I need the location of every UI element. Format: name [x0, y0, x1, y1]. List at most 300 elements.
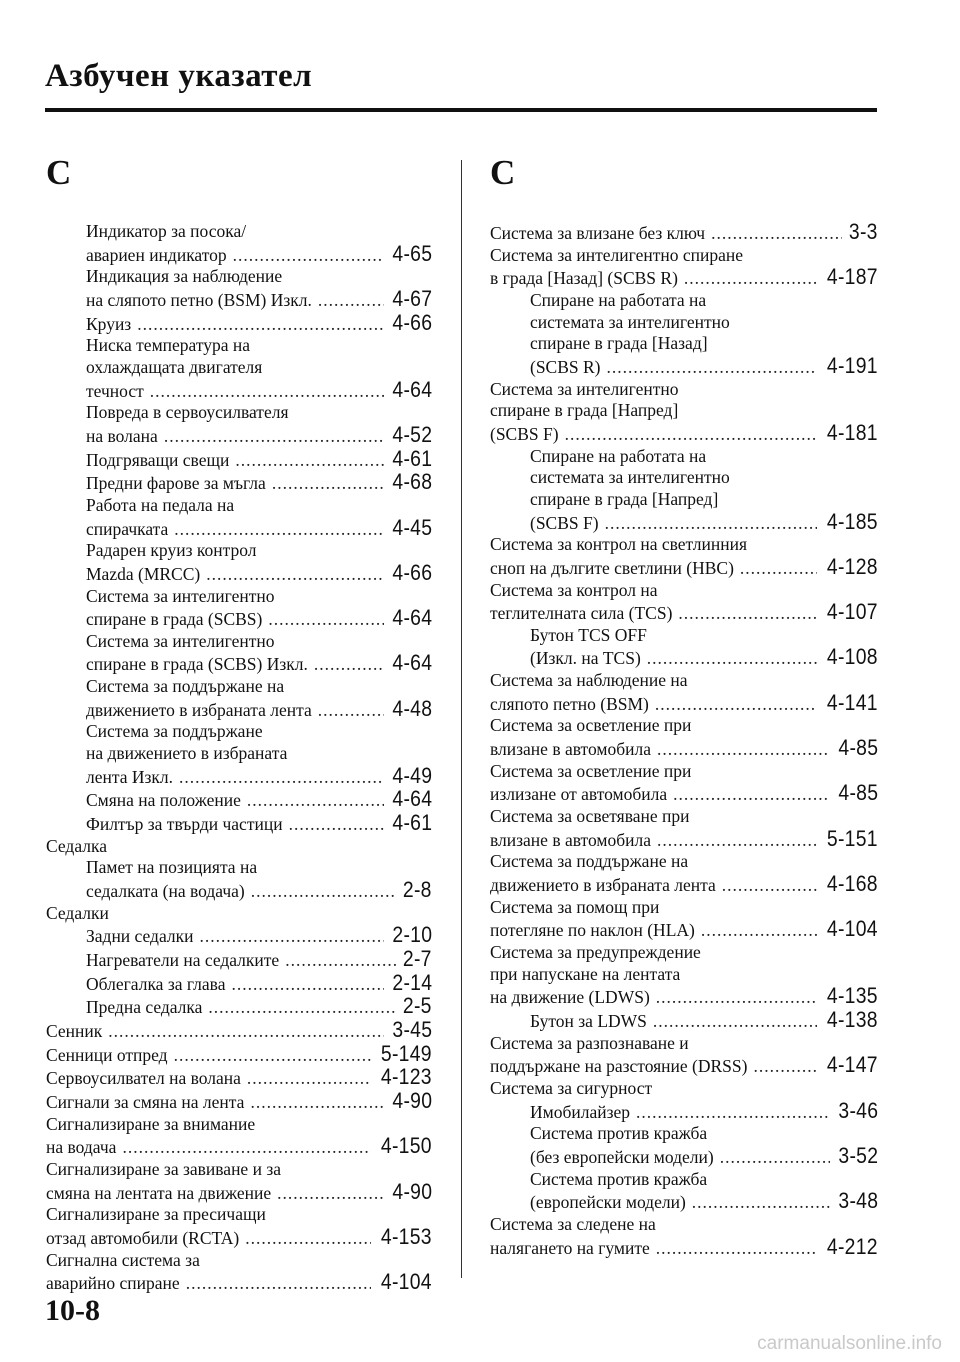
index-entry-text: Система за интелигентно спиране — [490, 244, 743, 265]
index-entry-text: Система за следене на — [490, 1213, 656, 1234]
index-entry — [490, 851, 878, 896]
page-reference: 5-149 — [381, 1040, 432, 1066]
index-entry-text: потегляне по наклон (HLA) — [490, 920, 695, 941]
index-entry-text: спиране в града (SCBS) — [86, 609, 263, 630]
index-entry — [490, 534, 878, 579]
index-entry — [490, 625, 878, 670]
index-entry-text: (Изкл. на TCS) — [530, 648, 641, 669]
dot-leader — [720, 1147, 830, 1169]
index-entry-text: Спиране на работата на — [530, 445, 707, 466]
index-entry-text: излизане от автомобила — [490, 784, 668, 805]
index-entry-line — [490, 918, 878, 942]
index-entry — [490, 806, 878, 851]
index-entry — [46, 1250, 432, 1295]
index-entry-line — [490, 689, 878, 716]
index-entry-line — [86, 514, 432, 541]
index-entry-text: на движение (LDWS) — [490, 987, 650, 1008]
page-reference: 3-48 — [838, 1188, 878, 1214]
index-entry — [490, 1078, 878, 1100]
page-reference: 4-107 — [827, 599, 878, 625]
page-reference: 3-45 — [392, 1016, 432, 1042]
index-entry-text: Седалки — [46, 902, 109, 923]
index-entry-text: Радарен круиз контрол — [86, 540, 257, 561]
page-reference: 4-90 — [392, 1087, 432, 1113]
index-entry-text: Индикация за наблюдение — [86, 266, 283, 287]
index-entry-text: системата за интелигентно — [530, 467, 730, 488]
index-entry-text: Подгряващи свещи — [86, 449, 230, 470]
index-entry-text: седалката (на водача) — [86, 881, 245, 902]
index-entry-text: (SCBS F) — [530, 512, 599, 533]
index-entry — [46, 495, 432, 540]
index-entry-line — [530, 1142, 878, 1169]
index-entry-line — [490, 266, 878, 290]
index-entry-text: Система за интелигентно — [86, 630, 275, 651]
index-entry-line — [46, 1040, 432, 1067]
index-entry-line — [86, 879, 432, 903]
index-entry — [490, 1169, 878, 1214]
page-reference: 4-153 — [381, 1223, 432, 1249]
index-entry — [490, 379, 878, 446]
page-reference: 4-66 — [392, 309, 432, 335]
dot-leader — [673, 784, 830, 806]
page-reference: 4-150 — [381, 1133, 432, 1159]
index-entry — [46, 1204, 432, 1249]
dot-leader — [235, 450, 383, 472]
index-entry-line — [490, 1054, 878, 1078]
index-entry-text: Бутон TCS OFF — [530, 624, 647, 645]
page-reference: 4-187 — [827, 264, 878, 290]
index-entry — [46, 1114, 432, 1159]
index-entry-line — [86, 240, 432, 267]
page-reference: 4-104 — [381, 1269, 432, 1295]
dot-leader — [272, 473, 384, 495]
index-entry-text: на волана — [86, 425, 158, 446]
index-entry-line — [490, 1233, 878, 1260]
index-entry-line — [86, 995, 432, 1019]
dot-leader — [206, 564, 384, 586]
index-entry-text: Сигнализиране за пресичащи — [46, 1204, 266, 1225]
page-reference: 2-8 — [403, 877, 432, 903]
dot-leader — [122, 1137, 371, 1159]
index-entry-text: Сигнализиране за внимание — [46, 1113, 256, 1134]
page-reference: 4-67 — [392, 285, 432, 311]
page-reference: 4-168 — [827, 871, 878, 897]
index-entry — [490, 715, 878, 760]
page-reference: 4-61 — [392, 810, 432, 836]
dot-leader — [653, 1011, 817, 1033]
index-entry-line — [46, 1016, 432, 1043]
page-reference: 2-14 — [392, 969, 432, 995]
index-entry-text: Облегалка за глава — [86, 973, 226, 994]
page-reference: 4-135 — [827, 983, 878, 1009]
index-entry-text: сноп на дългите светлини (HBC) — [490, 557, 734, 578]
index-entry-text: Имобилайзер — [530, 1101, 631, 1122]
index-entry-text: Система за поддържане — [86, 721, 263, 742]
index-entry-line — [490, 825, 878, 852]
index-entry — [46, 788, 432, 812]
index-entry-text: Система за сигурност — [490, 1077, 653, 1098]
index-entry-line — [86, 445, 432, 472]
index-entry-text: Система против кражба — [530, 1168, 708, 1189]
index-entry-line — [490, 782, 878, 806]
index-entry-text: спиране в града [Напред] — [530, 488, 719, 509]
index-entry-text: Бутон за LDWS — [530, 1010, 647, 1031]
index-entry-text: на сляпото петно (BSM) Изкл. — [86, 289, 312, 310]
index-entry-text: Повреда в сервоусилвателя — [86, 402, 289, 423]
page-reference: 4-185 — [827, 508, 878, 534]
index-entry — [46, 586, 432, 631]
page-reference: 4-66 — [392, 559, 432, 585]
index-entry-text: теглителната сила (TCS) — [490, 603, 673, 624]
index-entry-text: авариен индикатор — [86, 244, 227, 265]
page-reference: 2-7 — [403, 946, 432, 971]
dot-leader — [251, 881, 397, 903]
index-entry — [46, 1040, 432, 1067]
index-entry — [46, 631, 432, 676]
index-entries-right — [490, 221, 878, 1259]
index-column-right — [490, 152, 878, 1259]
index-entry-text: при напускане на лентата — [490, 963, 681, 984]
dot-leader — [711, 223, 842, 245]
index-entry-text: сляпото петно (BSM) — [490, 693, 649, 714]
dot-leader — [247, 1068, 371, 1090]
dot-leader — [231, 974, 383, 996]
dot-leader — [208, 997, 396, 1019]
index-entry-text: Памет на позицията на — [86, 857, 258, 878]
dot-leader — [108, 1021, 384, 1043]
index-entry-text: Система за поддържане на — [86, 676, 285, 697]
title-rule — [45, 108, 877, 112]
index-entry-text: движението в избраната лента — [490, 875, 716, 896]
dot-leader — [656, 987, 817, 1009]
dot-leader — [692, 1192, 830, 1214]
dot-leader — [740, 558, 817, 580]
index-entry-text: аварийно спиране — [46, 1273, 180, 1294]
dot-leader — [174, 1045, 372, 1067]
index-entry-text: Сервоусилвател на волана — [46, 1068, 241, 1089]
dot-leader — [179, 767, 384, 789]
index-entry — [490, 1033, 878, 1078]
index-entry-text: Система за осветление при — [490, 760, 692, 781]
index-entry-line — [86, 969, 432, 996]
index-entry-text: Седалка — [46, 835, 107, 856]
index-entry — [46, 1066, 432, 1090]
index-entry — [46, 309, 432, 336]
index-entry-line — [46, 1178, 432, 1205]
dot-leader — [314, 654, 384, 676]
page-reference: 4-128 — [827, 553, 878, 579]
dot-leader — [164, 426, 384, 448]
index-entry-line — [86, 788, 432, 812]
page-reference: 4-181 — [827, 419, 878, 445]
index-entry-line — [530, 1190, 878, 1214]
index-entry — [490, 670, 878, 715]
page-title: Азбучен указател — [45, 58, 313, 94]
index-entry-line — [86, 376, 432, 403]
dot-leader — [655, 694, 817, 716]
page-reference: 4-138 — [827, 1006, 878, 1032]
index-entry — [490, 245, 878, 290]
index-entry — [46, 903, 432, 925]
page-reference: 4-65 — [392, 240, 432, 266]
index-entry-line — [86, 421, 432, 448]
index-entry-text: Нагреватели на седалките — [86, 950, 280, 970]
page-reference: 4-45 — [392, 514, 432, 540]
page-reference: 4-104 — [827, 916, 878, 942]
index-entry-line — [46, 1087, 432, 1114]
index-entry-line — [46, 1271, 432, 1295]
dot-leader — [565, 424, 818, 446]
page-reference: 4-61 — [392, 445, 432, 471]
page-reference: 3-52 — [838, 1142, 878, 1168]
index-entry — [46, 836, 432, 858]
index-entry-line — [490, 601, 878, 625]
index-entry — [46, 445, 432, 472]
index-entry-text: Ниска температура на — [86, 335, 251, 356]
index-entry — [46, 857, 432, 902]
index-entry-text: Предни фарове за мъгла — [86, 473, 266, 494]
index-entry-text: Система за помощ при — [490, 896, 660, 917]
index-entry-text: Система за предупреждение — [490, 942, 701, 962]
page-reference: 4-64 — [392, 786, 432, 812]
dot-leader — [607, 357, 818, 379]
index-entry-line — [86, 285, 432, 312]
dot-leader — [753, 1056, 817, 1078]
dot-leader — [268, 609, 383, 631]
index-entry — [490, 1214, 878, 1259]
index-entry-text: Индикатор за посока/ — [86, 221, 247, 241]
dot-leader — [605, 513, 818, 535]
index-entry — [46, 471, 432, 495]
index-entry-text: Система за разпознаване и — [490, 1032, 689, 1053]
column-divider — [461, 160, 462, 1278]
index-entry — [490, 221, 878, 245]
dot-leader — [318, 290, 384, 312]
index-entry-text: Задни седалки — [86, 926, 194, 947]
page-reference: 3-46 — [838, 1097, 878, 1123]
index-entry-line — [86, 559, 432, 586]
index-entry — [46, 969, 432, 996]
dot-leader — [137, 314, 384, 336]
index-entry-text: Система за интелигентно — [86, 585, 275, 606]
index-entry-line — [86, 924, 432, 948]
index-entry-text: Система за контрол на — [490, 579, 658, 600]
page-number: 10-8 — [45, 1294, 100, 1327]
index-entry — [46, 676, 432, 721]
page-reference: 4-85 — [838, 780, 878, 806]
index-entry — [46, 266, 432, 311]
dot-leader — [186, 1273, 372, 1295]
index-entry — [46, 948, 432, 972]
index-entry-text: лента Изкл. — [86, 766, 174, 787]
dot-leader — [701, 920, 817, 942]
index-entry-line — [530, 1097, 878, 1124]
page-reference: 4-191 — [827, 352, 878, 378]
index-column-left — [46, 152, 432, 1295]
index-entry-line — [86, 471, 432, 495]
index-entry-text: отзад автомобили (RCTA) — [46, 1227, 240, 1248]
index-entry-text: Система за интелигентно — [490, 378, 679, 399]
page-reference: 2-5 — [403, 993, 432, 1019]
index-entry — [46, 812, 432, 836]
page-reference: 4-49 — [392, 762, 432, 788]
index-entry-line — [530, 1006, 878, 1033]
index-entry-text: (европейски модели) — [530, 1192, 686, 1213]
index-entry-line — [86, 948, 432, 972]
page-reference: 4-141 — [827, 689, 878, 715]
index-entry-line — [490, 985, 878, 1009]
index-entry — [46, 995, 432, 1019]
index-entry-text: спиране в града [Назад] — [530, 333, 708, 354]
index-entry-text: (SCBS F) — [490, 423, 559, 444]
index-entry-text: Система за наблюдение на — [490, 670, 688, 691]
dot-leader — [656, 1238, 817, 1260]
page-reference: 4-68 — [392, 469, 432, 495]
index-entry-line — [46, 1223, 432, 1250]
index-entry-line — [530, 646, 878, 670]
index-entry-text: движението в избраната лента — [86, 699, 312, 720]
index-entry — [490, 761, 878, 806]
index-entry — [46, 221, 432, 266]
index-entry-text: Предна седалка — [86, 997, 203, 1018]
index-entry-text: поддържане на разстояние (DRSS) — [490, 1056, 748, 1077]
index-entry-text: Сенници отпред — [46, 1044, 168, 1065]
page-reference: 4-52 — [392, 421, 432, 447]
index-entry-line — [86, 309, 432, 336]
index-entry-text: Система за поддържане на — [490, 851, 689, 872]
index-entry-text: Круиз — [86, 313, 132, 334]
index-entry-text: течност — [86, 380, 144, 401]
index-entry-line — [86, 695, 432, 722]
index-entries-left — [46, 221, 432, 1295]
index-entry-line — [46, 1066, 432, 1090]
index-entry — [490, 446, 878, 535]
dot-leader — [657, 739, 830, 761]
index-entry — [46, 335, 432, 402]
dot-leader — [318, 700, 384, 722]
index-entry-line — [530, 352, 878, 379]
index-entry-text: смяна на лентата на движение — [46, 1182, 272, 1203]
index-entry-text: (без европейски модели) — [530, 1146, 714, 1167]
index-entry-text: Система за контрол на светлинния — [490, 534, 747, 555]
index-entry-text: охлаждащата двигателя — [86, 356, 263, 377]
index-entry — [490, 290, 878, 379]
index-entry-text: влизане в автомобила — [490, 739, 651, 760]
index-entry — [490, 1006, 878, 1033]
index-entry-text: Сенник — [46, 1020, 103, 1041]
dot-leader — [247, 790, 384, 812]
index-entry-text: на водача — [46, 1137, 117, 1158]
index-entry — [490, 580, 878, 625]
index-entry-text: влизане в автомобила — [490, 829, 651, 850]
dot-leader — [684, 268, 817, 290]
index-entry-line — [490, 873, 878, 897]
dot-leader — [174, 519, 383, 541]
index-entry-text: Система за влизане без ключ — [490, 223, 706, 243]
index-entry-text: на движението в избраната — [86, 743, 288, 764]
page-reference: 4-85 — [838, 735, 878, 761]
index-entry-text: (SCBS R) — [530, 356, 601, 377]
page-reference: 4-147 — [827, 1052, 878, 1078]
index-entry-line — [490, 737, 878, 761]
index-entry-text: спиране в града [Напред] — [490, 400, 679, 421]
index-entry-text: системата за интелигентно — [530, 311, 730, 332]
index-entry — [490, 942, 878, 1009]
index-entry — [46, 721, 432, 788]
index-entry — [490, 1097, 878, 1124]
dot-leader — [245, 1228, 371, 1250]
index-entry — [46, 1159, 432, 1204]
index-entry — [46, 540, 432, 585]
index-entry-text: спирачката — [86, 518, 169, 539]
page-reference: 5-151 — [827, 825, 878, 851]
index-entry-line — [86, 762, 432, 789]
index-entry-line — [490, 221, 878, 245]
index-entry-line — [530, 508, 878, 535]
dot-leader — [289, 814, 384, 836]
page-reference: 4-108 — [827, 644, 878, 670]
index-entry — [46, 1016, 432, 1043]
page-reference: 4-90 — [392, 1178, 432, 1204]
index-entry-text: Смяна на положение — [86, 790, 241, 811]
index-entry-line — [490, 419, 878, 446]
index-entry-line — [86, 812, 432, 836]
index-entry-line — [490, 553, 878, 580]
page-reference: 4-64 — [392, 376, 432, 402]
index-entry-line — [46, 1135, 432, 1159]
dot-leader — [277, 1183, 384, 1205]
dot-leader — [657, 830, 817, 852]
index-entry — [490, 897, 878, 942]
dot-leader — [636, 1102, 830, 1124]
page-reference: 4-64 — [392, 605, 432, 631]
dot-leader — [150, 381, 384, 403]
index-entry — [46, 1087, 432, 1114]
dot-leader — [722, 875, 818, 897]
index-entry-text: Mazda (MRCC) — [86, 563, 201, 584]
index-entry-text: Спиране на работата на — [530, 289, 707, 310]
index-entry-text: Сигнали за смяна на лента — [46, 1091, 245, 1112]
section-letter: С — [490, 153, 516, 192]
index-entry — [46, 924, 432, 948]
index-entry-text: Система за осветление при — [490, 715, 692, 736]
index-entry-text: Система за осветяване при — [490, 806, 690, 827]
dot-leader — [250, 1092, 383, 1114]
index-entry-line — [86, 652, 432, 676]
page-reference: 4-212 — [827, 1233, 878, 1259]
dot-leader — [233, 245, 384, 267]
index-entry — [46, 402, 432, 447]
page-reference: 3-3 — [849, 219, 878, 244]
index-entry-text: Система против кражба — [530, 1123, 708, 1144]
index-entry-text: Работа на педала на — [86, 494, 235, 515]
page-reference: 4-48 — [392, 695, 432, 721]
index-entry-text: Сигнализиране за завиване и за — [46, 1158, 281, 1179]
dot-leader — [285, 950, 396, 972]
section-letter: С — [46, 153, 72, 192]
index-entry-text: в града [Назад] (SCBS R) — [490, 268, 678, 289]
index-entry-text: Филтър за твърди частици — [86, 814, 283, 835]
index-entry — [490, 1123, 878, 1168]
index-entry-line — [86, 607, 432, 631]
page-reference: 2-10 — [392, 922, 432, 948]
watermark: carmanualsonline.info — [757, 1333, 942, 1354]
dot-leader — [647, 648, 817, 670]
index-entry-text: спиране в града (SCBS) Изкл. — [86, 654, 308, 675]
page-reference: 4-64 — [392, 650, 432, 676]
index-entry-text: налягането на гумите — [490, 1237, 650, 1258]
dot-leader — [200, 926, 384, 948]
